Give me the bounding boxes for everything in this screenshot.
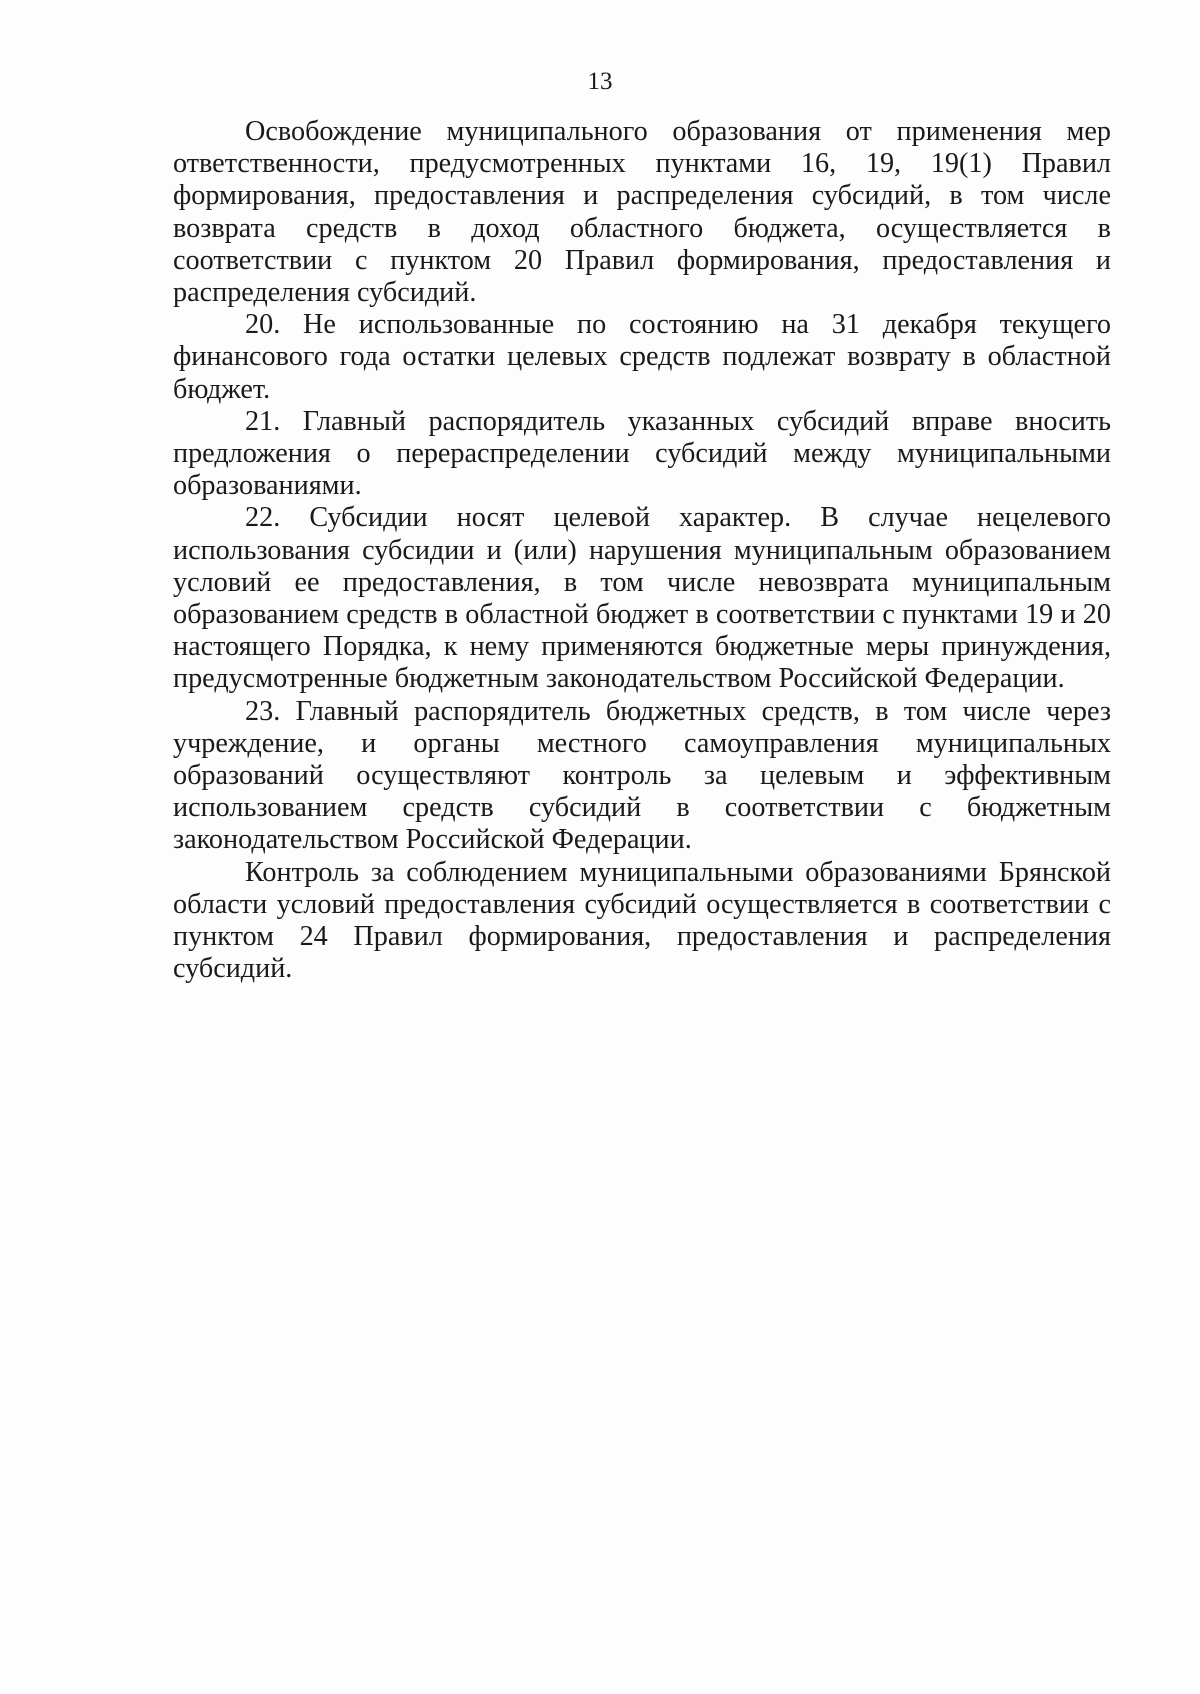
paragraph-23: 23. Главный распорядитель бюджетных средств, в том числе через учреждение, и органы местного самоуправления муниципальных образований осуществляют контроль за целевым и эффективным использованием средств субсидий в соответствии с бюджетным законодательством Российской Федерации. xyxy=(173,695,1111,856)
paragraph-control: Контроль за соблюдением муниципальными образованиями Брянской области условий предоставления субсидий осуществляется в соответствии с пунктом 24 Правил формирования, предоставления и распределения субсидий. xyxy=(173,856,1111,985)
page-number: 13 xyxy=(587,68,613,95)
document-body xyxy=(173,116,1111,985)
paragraph-exemption: Освобождение муниципального образования от применения мер ответственности, предусмотренных пунктами 16, 19, 19(1) Правил формирования, предоставления и распределения субсидий, в том числе возврата средств в доход областного бюджета, осуществляется в соответствии с пунктом 20 Правил формирования, предоставления и распределения субсидий. xyxy=(173,116,1111,309)
paragraph-21: 21. Главный распорядитель указанных субсидий вправе вносить предложения о перераспределении субсидий между муниципальными образованиями. xyxy=(173,405,1111,502)
paragraph-22: 22. Субсидии носят целевой характер. В случае нецелевого использования субсидии и (или) нарушения муниципальным образованием условий ее предоставления, в том числе невозврата муниципальным образованием средств в областной бюджет в соответствии с пунктами 19 и 20 настоящего Порядка, к нему применяются бюджетные меры принуждения, предусмотренные бюджетным законодательством Российской Федерации. xyxy=(173,502,1111,695)
paragraph-20: 20. Не использованные по состоянию на 31 декабря текущего финансового года остатки целевых средств подлежат возврату в областной бюджет. xyxy=(173,309,1111,405)
